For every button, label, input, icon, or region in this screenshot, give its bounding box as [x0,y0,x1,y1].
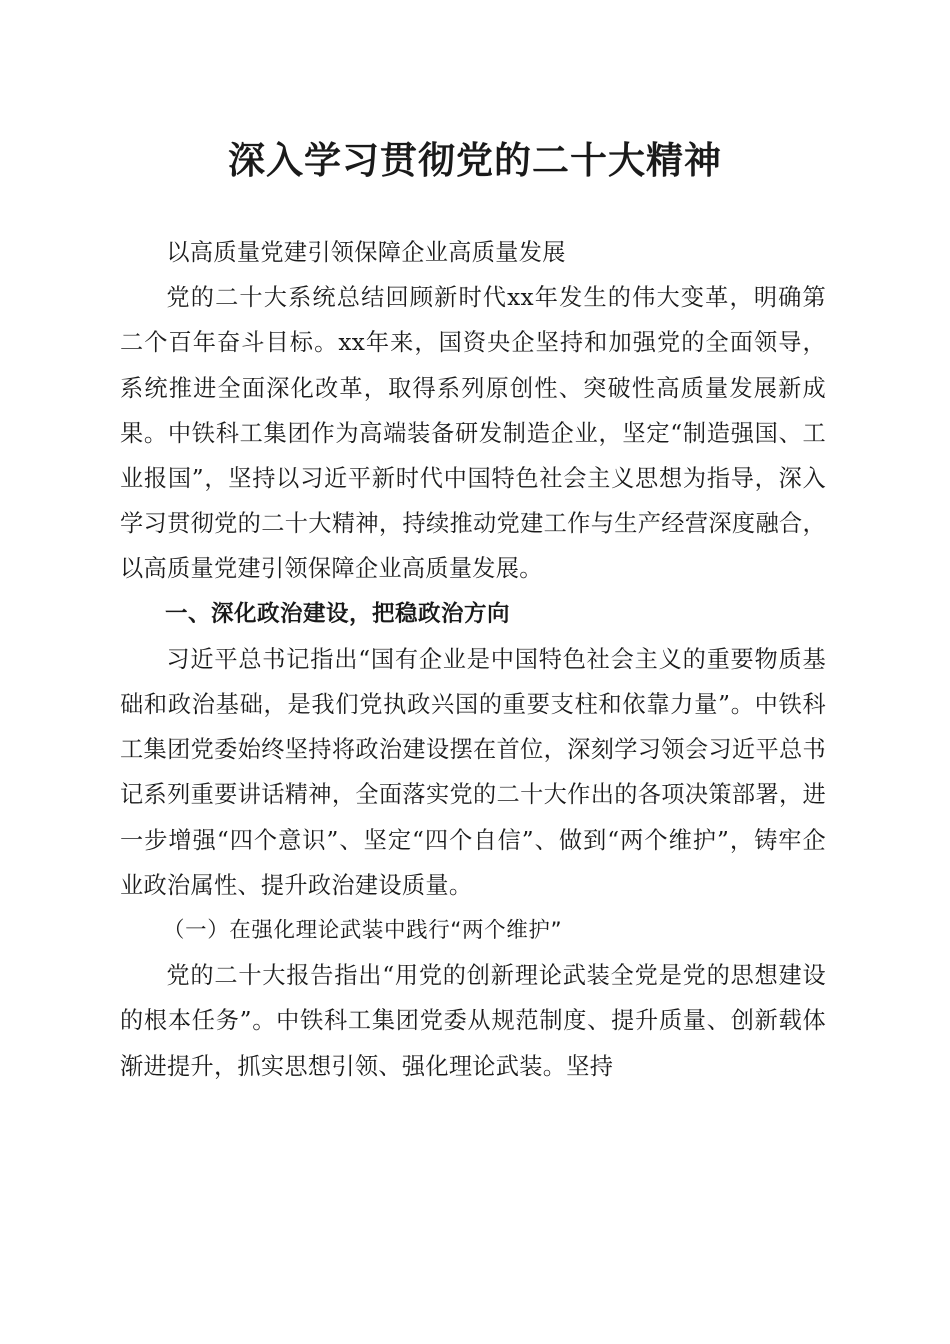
document-subtitle: 以高质量党建引领保障企业高质量发展 [166,239,566,266]
intro-paragraph: 党的二十大系统总结回顾新时代xx年发生的伟大变革，明确第二个百年奋斗目标。xx年来，国资央企坚持和加强党的全面领导，系统推进全面深化改革，取得系列原创性、突破性高质量发展新成果。中铁科工集团作为高端装备研发制造企业，坚定“制造强国、工业报国”，坚持以习近平新时代中国特色社会主义思想为指导，深入学习贯彻党的二十大精神，持续推动党建工作与生产经营深度融合，以高质量党建引领保障企业高质量发展。 [120,284,826,583]
section-heading-1: 一、深化政治建设，把稳政治方向 [165,600,511,627]
subsection-heading-1: （一）在强化理论武装中践行“两个维护” [163,918,563,944]
document-title: 深入学习贯彻党的二十大精神 [228,138,722,182]
section-1-paragraph: 习近平总书记指出“国有企业是中国特色社会主义的重要物质基础和政治基础，是我们党执政兴国的重要支柱和依靠力量”。中铁科工集团党委始终坚持将政治建设摆在首位，深刻学习领会习近平总书记系列重要讲话精神，全面落实党的二十大作出的各项决策部署，进一步增强“四个意识”、坚定“四个自信”、做到“两个维护”，铸牢企业政治属性、提升政治建设质量。 [120,645,826,899]
subsection-1-paragraph: 党的二十大报告指出“用党的创新理论武装全党是党的思想建设的根本任务”。中铁科工集团党委从规范制度、提升质量、创新载体渐进提升，抓实思想引领、强化理论武装。坚持 [120,962,826,1080]
document-body [120,230,826,1089]
